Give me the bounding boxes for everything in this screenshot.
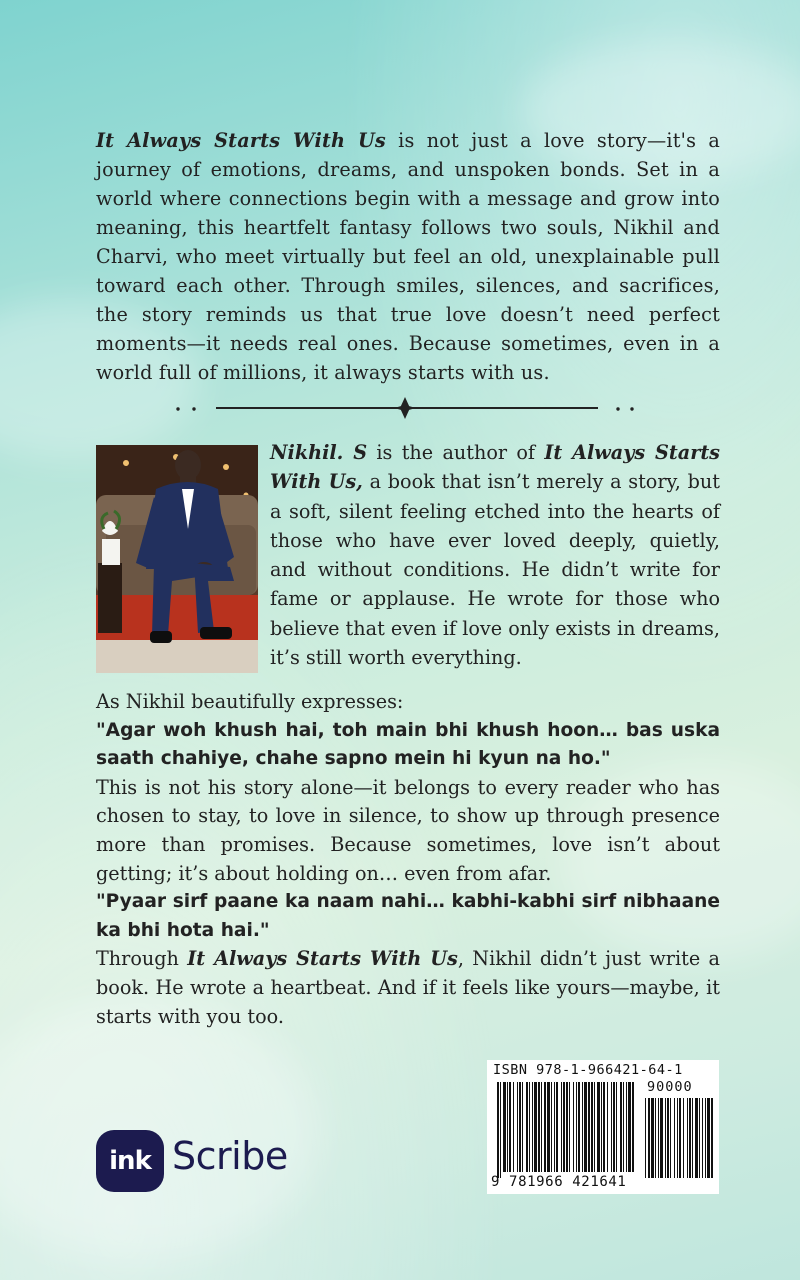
barcode-bar xyxy=(534,1082,537,1172)
barcode-bar xyxy=(578,1082,580,1172)
barcode-bar xyxy=(569,1082,570,1172)
barcode-bar xyxy=(611,1082,612,1172)
publisher-logo xyxy=(96,1128,306,1192)
barcode-bar xyxy=(556,1082,558,1172)
barcode-bar xyxy=(603,1082,605,1172)
book-blurb xyxy=(96,126,720,387)
barcode-addon-bar xyxy=(658,1098,659,1178)
barcode-addon-bar xyxy=(683,1098,684,1178)
barcode-addon-bar xyxy=(665,1098,666,1178)
closing-section xyxy=(96,688,720,1031)
barcode-addon-bar xyxy=(670,1098,671,1178)
closing-final-lead: Through xyxy=(96,947,188,971)
barcode-bar xyxy=(561,1082,562,1172)
barcode-addon-bar xyxy=(660,1098,663,1178)
barcode-bar xyxy=(601,1082,602,1172)
barcode-addon-bar xyxy=(707,1098,710,1178)
blurb-text: is not just a love story—it's a journey of emotions, dreams, and unspoken bonds. Set in a world where connections begin with a message and grow into meaning, this heartfelt fantasy follows two souls, Nikhil and Charvi, who meet virtually but feel an old, unexplainable pull toward each other. Through smiles, silences, and sacrifices, the story reminds us that true love doesn’t need perfect moments—it needs real ones. Because sometimes, even in a world full of millions, it always starts with us. xyxy=(96,129,720,384)
barcode-addon-bar xyxy=(695,1098,698,1178)
author-bio-book-title: It Always Starts With Us, xyxy=(270,441,720,494)
barcode-addon-bar xyxy=(645,1098,646,1178)
barcode-addon-bar xyxy=(702,1098,703,1178)
ornamental-divider xyxy=(172,396,638,420)
price-addon: 90000 xyxy=(647,1079,693,1095)
barcode-bar xyxy=(526,1082,528,1172)
publisher-name: Scribe xyxy=(172,1134,288,1178)
author-bio-text: a book that isn’t merely a story, but a soft, silent feeling etched into the hearts of those who have ever loved deeply, quietly, and without conditions. He didn’t write for fame or applause. He wrote for those who believe that even if love only exists in dreams, it’s still worth everything. xyxy=(270,470,720,670)
isbn-label: ISBN 978-1-966421-64-1 xyxy=(493,1062,683,1078)
barcode-addon-bar xyxy=(689,1098,691,1178)
barcode-bar xyxy=(541,1082,542,1172)
author-name: Nikhil. S xyxy=(270,441,368,464)
barcode-addon-bar xyxy=(699,1098,700,1178)
barcode-bar xyxy=(576,1082,577,1172)
blurb-title: It Always Starts With Us xyxy=(96,129,386,152)
barcode-bar xyxy=(529,1082,530,1172)
barcode-bar xyxy=(584,1082,587,1172)
closing-paragraph: This is not his story alone—it belongs to every reader who has chosen to stay, to love in silence, to show up through presence more than promises. Because sometimes, love isn’t about getting; it’s about holding on… even from afar. xyxy=(96,775,720,885)
barcode-bar xyxy=(507,1082,508,1172)
barcode-bar xyxy=(597,1082,600,1172)
closing-final-text: , Nikhil didn’t just write a book. He wrote a heartbeat. And if it feels like yours—maybe, it starts with you too. xyxy=(96,947,720,1028)
barcode-bar xyxy=(616,1082,617,1172)
barcode-bar xyxy=(594,1082,595,1172)
barcode-bar xyxy=(588,1082,590,1172)
barcode-bar xyxy=(532,1082,533,1172)
barcode-bar xyxy=(503,1082,506,1172)
barcode-bar xyxy=(591,1082,593,1172)
barcode-addon-bar xyxy=(677,1098,678,1178)
closing-final xyxy=(96,945,720,1031)
barcode-bar xyxy=(547,1082,550,1172)
isbn-barcode xyxy=(487,1060,719,1194)
author-photo xyxy=(96,445,258,673)
author-bio xyxy=(270,438,720,672)
barcode-bar xyxy=(563,1082,565,1172)
author-bio-lead: is the author of xyxy=(367,441,545,464)
barcode-bar xyxy=(544,1082,546,1172)
barcode-addon-bar xyxy=(655,1098,656,1178)
barcode-addon-bar xyxy=(679,1098,681,1178)
quote-two: "Pyaar sirf paane ka naam nahi… kabhi-kabhi sirf nibhaane ka bhi hota hai." xyxy=(96,891,720,941)
barcode-bar xyxy=(620,1082,622,1172)
barcode-addon-bar xyxy=(648,1098,650,1178)
closing-final-title: It Always Starts With Us xyxy=(187,947,458,971)
barcode-bar xyxy=(522,1082,523,1172)
barcode-bar xyxy=(566,1082,568,1172)
barcode-bar xyxy=(551,1082,552,1172)
barcode-bar xyxy=(573,1082,574,1172)
barcode-addon-bar xyxy=(687,1098,688,1178)
barcode-bar xyxy=(509,1082,511,1172)
barcode-addon-bar xyxy=(692,1098,693,1178)
ean-number: 9 781966 421641 xyxy=(491,1174,627,1190)
barcode-bar xyxy=(538,1082,540,1172)
publisher-badge: ink xyxy=(96,1130,164,1192)
barcode-bar xyxy=(613,1082,615,1172)
barcode-bar xyxy=(582,1082,583,1172)
barcode-addon-bar xyxy=(651,1098,654,1178)
barcode-bar xyxy=(519,1082,521,1172)
quote-one: "Agar woh khush hai, toh main bhi khush hoon… bas uska saath chahiye, chahe sapno mein hi kyun na ho." xyxy=(96,719,720,770)
barcode-addon-bar xyxy=(705,1098,706,1178)
barcode-bar xyxy=(500,1082,501,1178)
barcode-addon-bar xyxy=(711,1098,713,1178)
barcode-bar xyxy=(607,1082,608,1172)
barcode-bar xyxy=(623,1082,624,1172)
barcode-bar xyxy=(554,1082,555,1172)
barcode-bar xyxy=(628,1082,631,1172)
barcode-bar xyxy=(632,1082,634,1172)
barcode-addon-bar xyxy=(674,1098,675,1178)
barcode-bar xyxy=(626,1082,627,1172)
barcode-bar xyxy=(497,1082,499,1178)
barcode-bar xyxy=(517,1082,518,1172)
closing-intro: As Nikhil beautifully expresses: xyxy=(96,690,404,713)
barcode-bar xyxy=(513,1082,514,1172)
barcode-addon-bar xyxy=(667,1098,669,1178)
